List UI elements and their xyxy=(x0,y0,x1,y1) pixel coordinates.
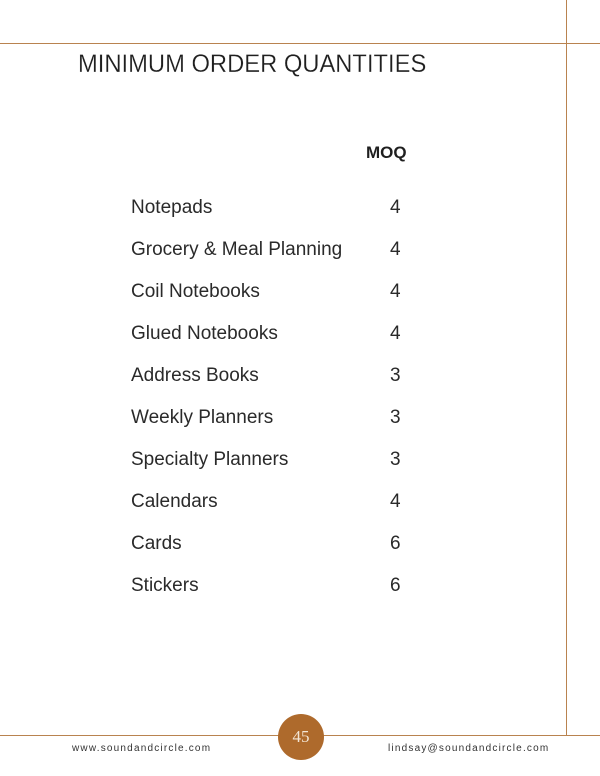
product-moq: 4 xyxy=(390,323,401,344)
list-item xyxy=(131,489,421,531)
page-title: MINIMUM ORDER QUANTITIES xyxy=(78,50,427,78)
page-number: 45 xyxy=(292,727,310,746)
product-moq: 3 xyxy=(390,407,401,428)
product-moq: 4 xyxy=(390,491,401,512)
product-name: Weekly Planners xyxy=(131,407,274,428)
moq-list xyxy=(131,195,421,615)
list-item xyxy=(131,363,421,405)
product-moq: 6 xyxy=(390,533,401,554)
product-name: Cards xyxy=(131,533,182,554)
list-item xyxy=(131,279,421,321)
product-moq: 4 xyxy=(390,281,401,302)
product-moq: 3 xyxy=(390,449,401,470)
page-number-badge xyxy=(278,714,324,760)
product-name: Grocery & Meal Planning xyxy=(131,239,343,260)
list-item xyxy=(131,237,421,279)
footer-email: lindsay@soundandcircle.com xyxy=(388,743,550,754)
product-name: Coil Notebooks xyxy=(131,281,260,302)
list-item xyxy=(131,405,421,447)
product-name: Glued Notebooks xyxy=(131,323,278,344)
footer-website: www.soundandcircle.com xyxy=(72,743,212,754)
list-item xyxy=(131,447,421,489)
product-moq: 4 xyxy=(390,197,401,218)
list-item xyxy=(131,195,421,237)
product-name: Notepads xyxy=(131,197,213,218)
list-item xyxy=(131,321,421,363)
product-name: Stickers xyxy=(131,575,199,596)
product-name: Address Books xyxy=(131,365,259,386)
list-item xyxy=(131,573,421,615)
product-moq: 3 xyxy=(390,365,401,386)
top-rule xyxy=(0,43,600,44)
product-moq: 4 xyxy=(390,239,401,260)
product-name: Calendars xyxy=(131,491,218,512)
moq-column-header: MOQ xyxy=(366,143,407,162)
right-rule xyxy=(566,0,567,735)
list-item xyxy=(131,531,421,573)
product-moq: 6 xyxy=(390,575,401,596)
product-name: Specialty Planners xyxy=(131,449,289,470)
